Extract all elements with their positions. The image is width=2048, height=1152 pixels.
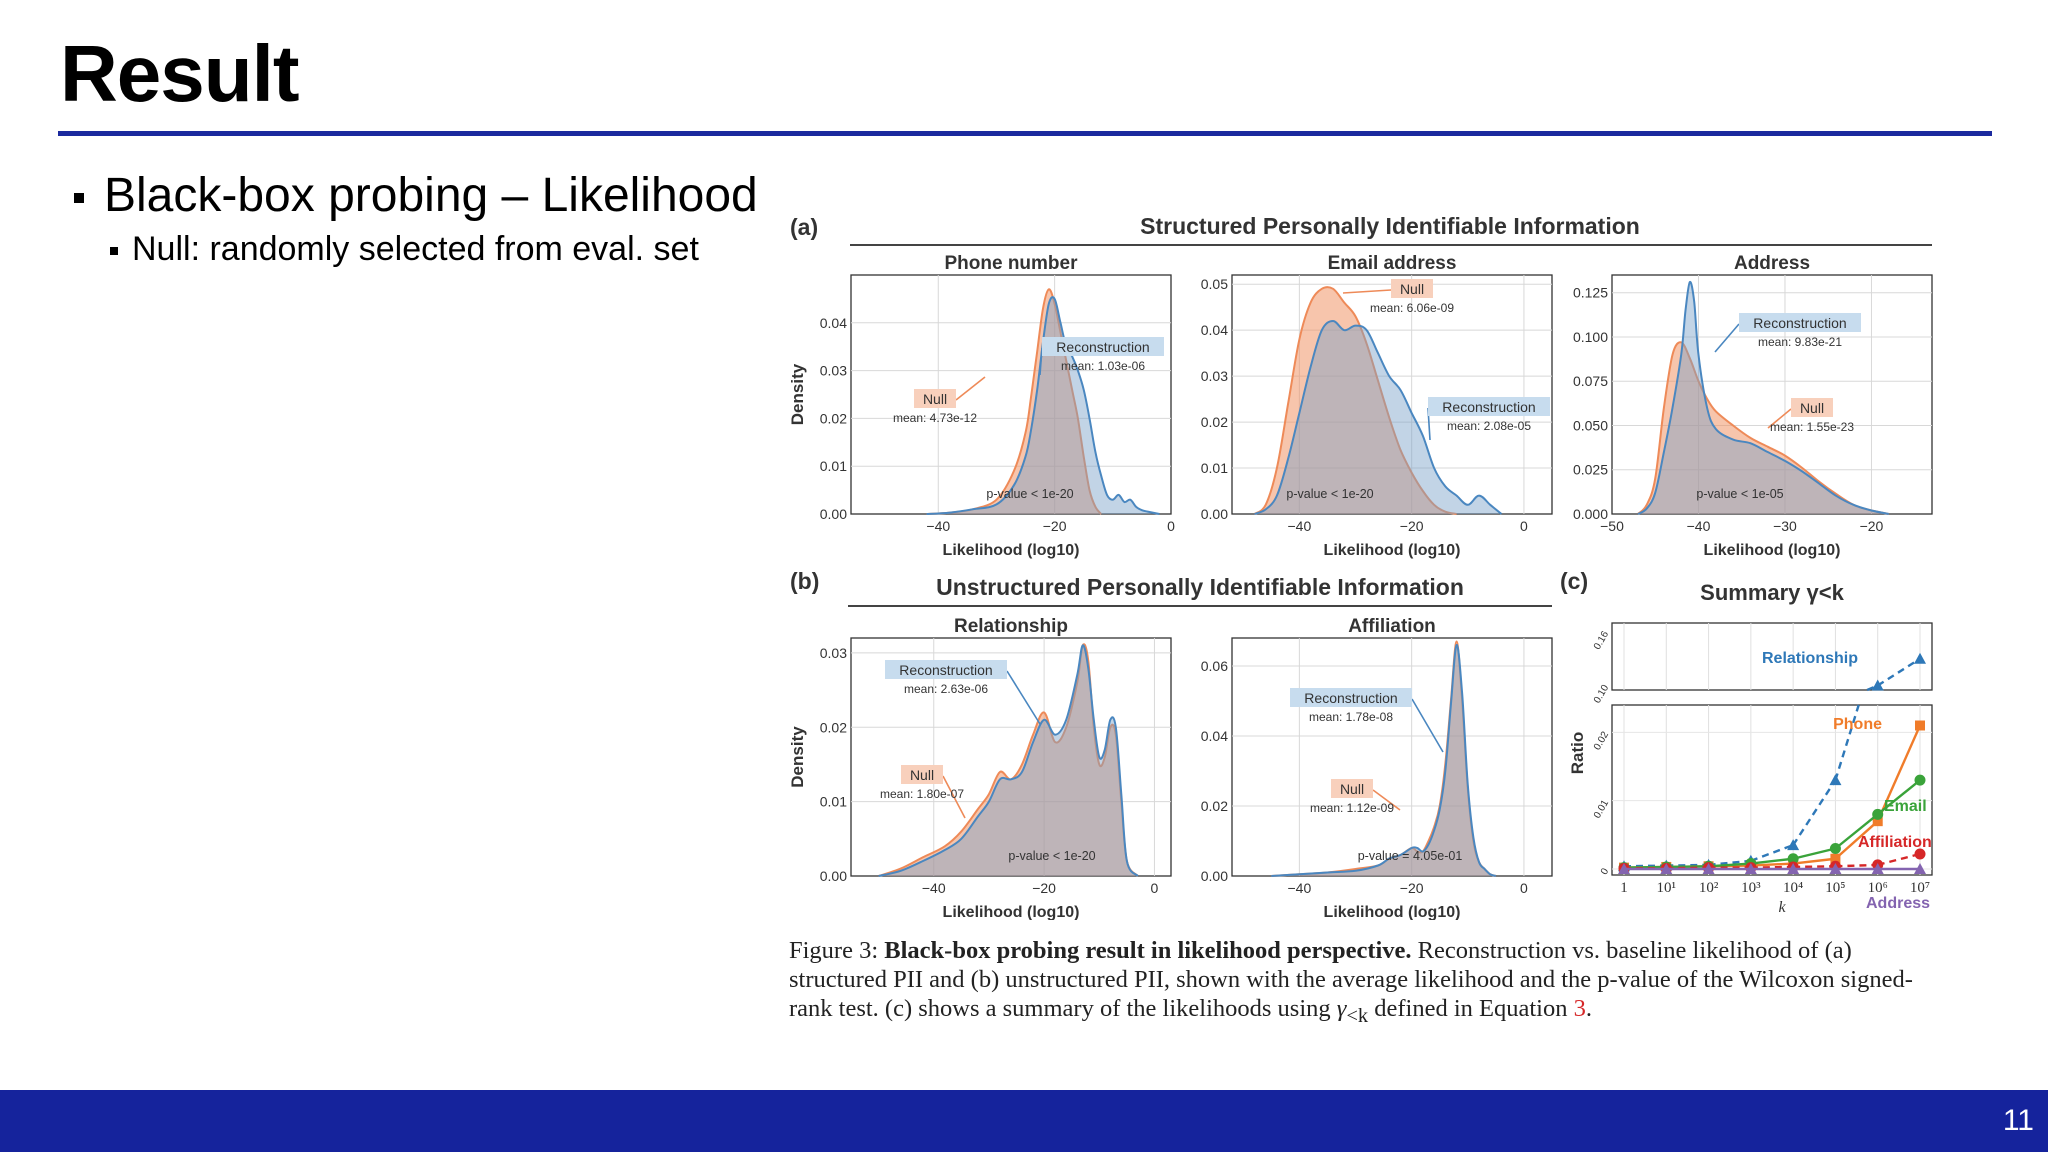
email-marker	[1872, 809, 1883, 820]
p-value-label: p-value < 1e-20	[1286, 487, 1374, 501]
y-tick-label: 0.000	[1572, 506, 1608, 522]
x-tick-label: −20	[1399, 880, 1424, 896]
y-tick-label: 0.050	[1572, 417, 1608, 434]
annotation-label: Null	[1799, 400, 1825, 416]
annotation-mean: mean: 6.06e-09	[1369, 301, 1455, 315]
summary-chart	[1568, 580, 1932, 916]
x-tick-label: 10⁷	[1909, 880, 1931, 896]
y-tick-label: 0.075	[1572, 373, 1608, 390]
address-series-label: Address	[1865, 895, 1931, 912]
phone-marker	[1915, 721, 1925, 731]
annotation-label: Null	[1399, 281, 1425, 297]
annotation-label: Null	[909, 767, 935, 783]
x-tick-label: −40	[1287, 518, 1312, 534]
y-tick-label: 0.100	[1572, 328, 1608, 345]
panel-label-c: (c)	[1560, 568, 1589, 594]
subplot-title: Email address	[1327, 253, 1457, 274]
y-tick-label: 0.04	[1200, 322, 1228, 339]
annotation-label: Null	[1339, 781, 1365, 797]
y-tick-label: 0.03	[819, 362, 847, 379]
affiliation-chart	[1201, 616, 1552, 920]
slide-title: Result	[60, 29, 299, 118]
annotation-label: Null	[922, 391, 948, 407]
subplot-title: Summary γ<k	[1700, 580, 1844, 605]
y-tick-label: 0.06	[1200, 658, 1228, 674]
x-tick-label: −30	[1773, 518, 1797, 534]
x-tick-label: 1	[1620, 880, 1628, 896]
annotation-mean: mean: 1.55e-23	[1769, 420, 1855, 434]
y-tick-label: 0	[1598, 866, 1612, 877]
subplot-title: Relationship	[953, 616, 1069, 637]
annotation-mean: mean: 1.12e-09	[1309, 801, 1395, 815]
phone-series-label: Phone	[1833, 716, 1882, 733]
x-tick-label: −20	[1042, 518, 1067, 534]
heading-structured: Structured Personally Identifiable Information	[1140, 213, 1640, 239]
p-value-label: p-value = 4.05e-01	[1357, 849, 1463, 863]
plot-frame	[1232, 638, 1552, 876]
x-tick-label: −40	[926, 518, 951, 534]
y-tick-label: 0.10	[1591, 683, 1612, 706]
y-tick-label: 0.03	[1200, 368, 1228, 385]
caption-text2: defined in Equation	[1368, 995, 1574, 1022]
email-line-segment	[1666, 866, 1708, 867]
x-tick-label: −20	[1032, 880, 1056, 896]
y-tick-label: 0.04	[1200, 728, 1228, 744]
annotation-mean: mean: 1.78e-08	[1308, 710, 1394, 724]
bullet-square-icon	[110, 247, 118, 255]
y-tick-label: 0.02	[819, 410, 847, 427]
x-tick-label: 0	[1520, 518, 1528, 534]
x-tick-label: −20	[1859, 518, 1884, 534]
x-tick-label: −40	[921, 880, 946, 896]
x-tick-label: 0	[1150, 880, 1159, 896]
x-axis-label: k	[1778, 899, 1786, 916]
y-axis-label: Density	[788, 363, 807, 426]
relationship-series-label: Relationship	[1761, 650, 1858, 667]
caption-sub: <k	[1346, 1004, 1369, 1027]
y-tick-label: 0.025	[1572, 461, 1608, 478]
x-tick-label: 0	[1520, 880, 1528, 896]
y-tick-label: 0.02	[1200, 798, 1228, 814]
x-tick-label: −20	[1399, 518, 1424, 534]
phone-chart	[788, 253, 1175, 559]
x-axis-label: Likelihood (log10)	[1323, 904, 1461, 920]
email-marker	[1915, 775, 1926, 786]
y-tick-label: 0.01	[1200, 460, 1228, 477]
figure-caption	[789, 936, 1939, 1031]
x-axis-label: Likelihood (log10)	[942, 904, 1080, 920]
bullet-level-2	[110, 230, 699, 269]
y-tick-label: 0.04	[819, 314, 847, 331]
y-tick-label: 0.01	[819, 793, 847, 810]
y-tick-label: 0.00	[1200, 506, 1228, 522]
x-axis-label: Likelihood (log10)	[942, 542, 1080, 559]
caption-end: .	[1585, 995, 1592, 1022]
y-tick-label: 0.00	[819, 868, 847, 884]
footer-bar	[0, 1090, 2048, 1152]
annotation-mean: mean: 1.80e-07	[879, 787, 965, 801]
caption-bold: Black-box probing result in likelihood perspective.	[884, 937, 1412, 964]
address-chart	[1573, 253, 1932, 559]
p-value-label: p-value < 1e-20	[1008, 849, 1096, 863]
caption-eqref[interactable]: 3	[1573, 995, 1586, 1022]
x-tick-label: 10³	[1741, 880, 1761, 896]
annotation-label: Reconstruction	[899, 662, 993, 678]
y-tick-label: 0.03	[819, 644, 847, 661]
x-tick-label: 10⁵	[1825, 880, 1846, 896]
annotation-mean: mean: 1.03e-06	[1060, 359, 1146, 373]
y-tick-label: 0.05	[1200, 276, 1228, 293]
x-tick-label: 10¹	[1656, 880, 1677, 896]
y-tick-label: 0.00	[819, 506, 847, 522]
annotation-mean: mean: 9.83e-21	[1757, 335, 1843, 349]
x-tick-label: 0	[1167, 518, 1175, 534]
affiliation-series-label: Affiliation	[1858, 834, 1932, 851]
subplot-title: Affiliation	[1348, 616, 1436, 637]
x-tick-label: 10⁶	[1867, 880, 1888, 896]
bullet-level-1	[74, 168, 758, 223]
y-tick-label: 0.02	[1591, 729, 1612, 753]
caption-prefix: Figure 3:	[789, 937, 885, 964]
y-tick-label: 0.00	[1200, 868, 1228, 884]
y-tick-label: 0.01	[819, 458, 847, 475]
email-series-label: Email	[1884, 798, 1927, 815]
panel-label-b: (b)	[790, 568, 820, 594]
annotation-mean: mean: 2.63e-06	[903, 682, 989, 696]
y-tick-label: 0.16	[1591, 629, 1612, 652]
bullet-square-icon	[74, 193, 84, 203]
subplot-title: Phone number	[944, 253, 1078, 274]
y-axis-label: Density	[788, 726, 807, 788]
title-underline	[58, 131, 1992, 136]
x-tick-label: 10²	[1698, 880, 1719, 896]
x-axis-label: Likelihood (log10)	[1323, 542, 1461, 559]
x-tick-label: −40	[1686, 518, 1711, 534]
heading-unstructured: Unstructured Personally Identifiable Information	[936, 574, 1464, 600]
figure-3	[780, 200, 1960, 920]
x-tick-label: −50	[1600, 518, 1624, 534]
panel-label-a: (a)	[790, 214, 819, 240]
annotation-label: Reconstruction	[1442, 399, 1536, 415]
email-marker	[1830, 843, 1841, 854]
caption-gamma: γ	[1336, 995, 1347, 1022]
subplot-title: Address	[1733, 253, 1811, 274]
y-tick-label: 0.02	[819, 719, 847, 736]
page-number: 11	[2002, 1104, 2034, 1137]
annotation-label: Reconstruction	[1304, 690, 1398, 706]
y-tick-label: 0.01	[1591, 798, 1612, 821]
annotation-mean: mean: 4.73e-12	[892, 411, 978, 425]
relationship-chart	[788, 616, 1171, 920]
p-value-label: p-value < 1e-20	[986, 487, 1074, 501]
x-tick-label: 10⁴	[1783, 880, 1804, 896]
x-axis-label: Likelihood (log10)	[1703, 542, 1841, 559]
email-chart	[1201, 253, 1552, 559]
y-tick-label: 0.02	[1200, 414, 1228, 431]
annotation-label: Reconstruction	[1056, 339, 1150, 355]
annotation-mean: mean: 2.08e-05	[1446, 419, 1532, 433]
y-tick-label: 0.125	[1572, 284, 1608, 301]
x-tick-label: −40	[1287, 880, 1312, 896]
caption-text1: Reconstruction vs. baseline likelihood of (a) structured PII and (b) unstructured PII, shown with the average likelihood and the p-value of the Wilcoxon signed-rank test. (c) shows a summary of the likelihoods using	[789, 937, 1913, 1022]
sub-bullet-text: Null: randomly selected from eval. set	[132, 230, 699, 268]
y-axis-label: Ratio	[1568, 731, 1587, 775]
annotation-label: Reconstruction	[1753, 315, 1847, 331]
bullet-text: Black-box probing – Likelihood	[104, 169, 758, 222]
p-value-label: p-value < 1e-05	[1696, 487, 1784, 501]
